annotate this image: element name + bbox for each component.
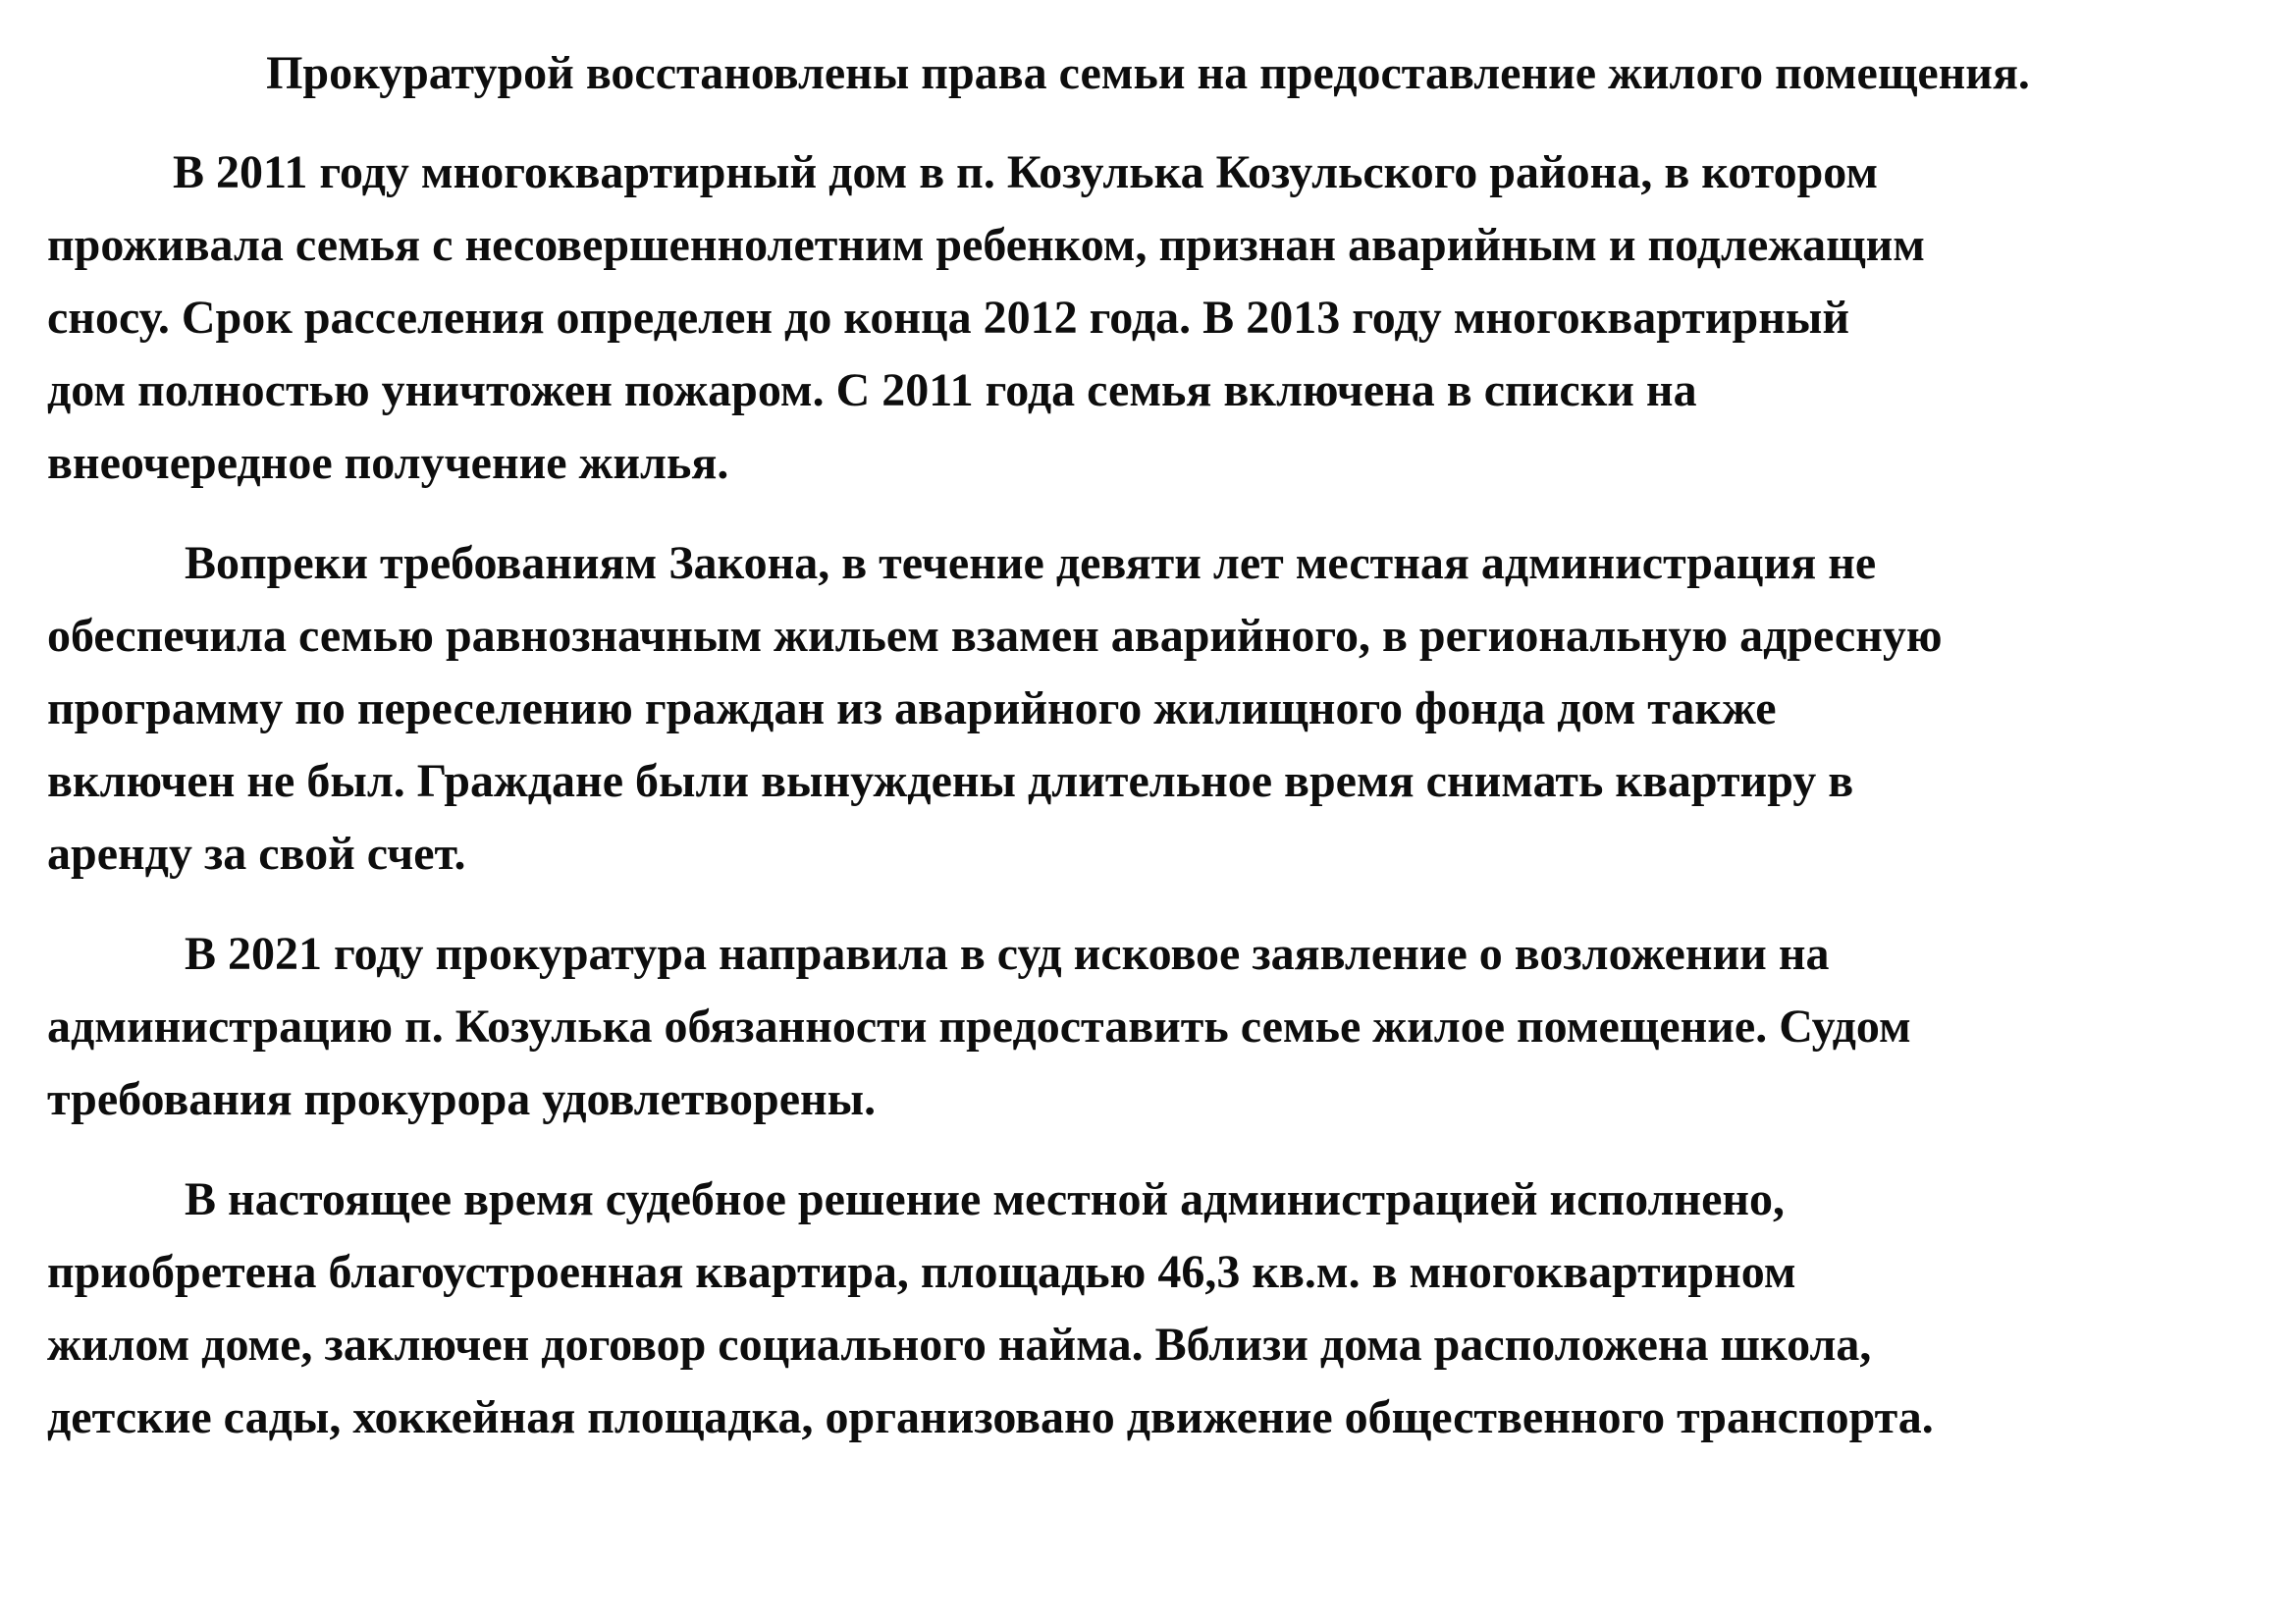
paragraph-line: администрацию п. Козулька обязанности предоставить семье жилое помещение. Судом xyxy=(47,1001,1911,1053)
paragraph-line: проживала семья с несовершеннолетним ребенком, признан аварийным и подлежащим xyxy=(47,219,1925,271)
paragraph-line: требования прокурора удовлетворены. xyxy=(47,1073,877,1125)
paragraph-2 xyxy=(47,527,1943,891)
paragraph-1 xyxy=(47,136,1925,500)
paragraph-line: обеспечила семью равнозначным жильем взамен аварийного, в региональную адресную xyxy=(47,610,1943,662)
paragraph-line: жилом доме, заключен договор социального найма. Вблизи дома расположена школа, xyxy=(47,1319,1872,1371)
paragraph-line: внеочередное получение жилья. xyxy=(47,437,729,489)
paragraph-line: включен не был. Граждане были вынуждены длительное время снимать квартиру в xyxy=(47,755,1854,807)
paragraph-line: Вопреки требованиям Закона, в течение девяти лет местная администрация не xyxy=(185,537,1877,589)
paragraph-line: аренду за свой счет. xyxy=(47,828,466,880)
paragraph-line: детские сады, хоккейная площадка, организовано движение общественного транспорта. xyxy=(47,1391,1934,1443)
paragraph-line: В настоящее время судебное решение местной администрацией исполнено, xyxy=(185,1173,1786,1225)
paragraph-line: В 2021 году прокуратура направила в суд исковое заявление о возложении на xyxy=(185,928,1830,980)
paragraph-line: приобретена благоустроенная квартира, площадью 46,3 кв.м. в многоквартирном xyxy=(47,1246,1796,1298)
paragraph-line: В 2011 году многоквартирный дом в п. Козулька Козульского района, в котором xyxy=(173,146,1879,198)
paragraph-line: программу по переселению граждан из аварийного жилищного фонда дом также xyxy=(47,682,1777,734)
paragraph-line: дом полностью уничтожен пожаром. С 2011 года семья включена в списки на xyxy=(47,364,1697,416)
document-title: Прокуратурой восстановлены права семьи на предоставление жилого помещения. xyxy=(266,47,2030,99)
paragraph-4 xyxy=(47,1164,1934,1454)
paragraph-line: сносу. Срок расселения определен до конца 2012 года. В 2013 году многоквартирный xyxy=(47,292,1849,344)
paragraph-3 xyxy=(47,918,1911,1136)
